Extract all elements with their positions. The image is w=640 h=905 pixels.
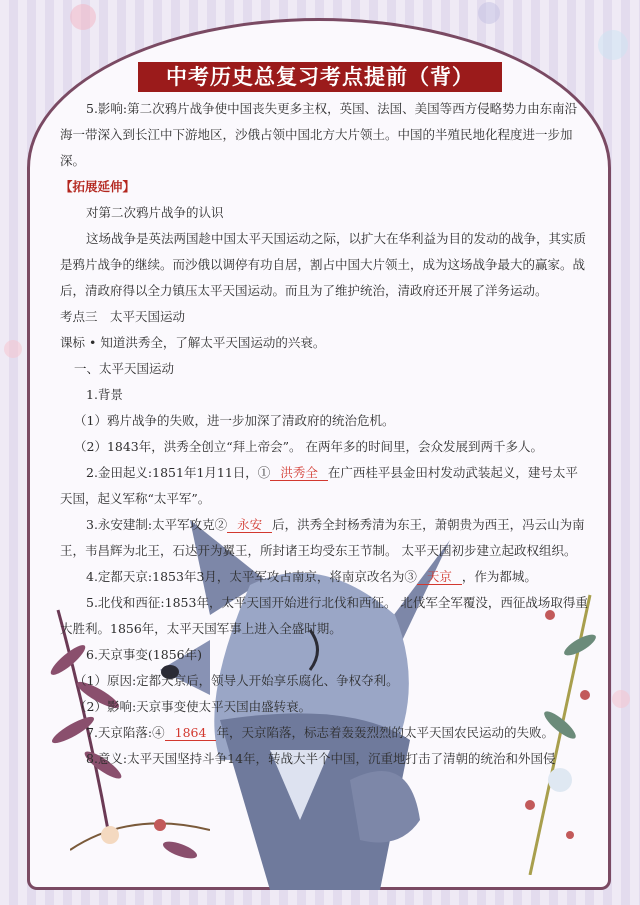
decor-dot (612, 690, 630, 708)
tianjing-capital (60, 564, 588, 590)
significance: 8.意义:太平天国坚持斗争14年，转战大半个中国，沉重地打击了清朝的统治和外国侵 (86, 751, 556, 766)
northern-western-expedition: 5.北伐和西征:1853年，太平天国开始进行北伐和西征。 北伐军全军覆没，西征战场取得重大胜利。1856年，太平天国军事上进入全盛时期。 (60, 595, 588, 636)
extension-title: 对第二次鸦片战争的认识 (86, 205, 224, 220)
jintian-answer: 洪秀全 (270, 465, 328, 481)
yongan-system (60, 512, 588, 564)
section-heading: 一、太平天国运动 (74, 361, 175, 376)
decor-dot (478, 2, 500, 24)
tianjing-incident: 6.天京事变(1856年) (86, 647, 202, 662)
paragraph-impact: 5.影响:第二次鸦片战争使中国丧失更多主权，英国、法国、美国等西方侵略势力由东南沿海一带深入到长江中下游地区，沙俄占领中国北方大片领土。中国的半殖民地化程度进一步加深。 (60, 101, 578, 168)
page-title: 中考历史总复习考点提前（背） (138, 62, 502, 92)
jintian-uprising (60, 460, 588, 512)
curriculum-standard: 课标 • 知道洪秀全，了解太平天国运动的兴衰。 (60, 335, 326, 350)
decor-dot (70, 4, 96, 30)
tianjing-text-b: ，作为都城。 (461, 569, 537, 584)
tianjing-answer: 天京 (417, 569, 462, 585)
kaodian-heading: 考点三 太平天国运动 (60, 309, 186, 324)
fall-answer: 1864 (165, 725, 217, 741)
jintian-text-a: 2.金田起义:1851年1月11日，① (86, 465, 271, 480)
background-item-2: （2）1843年，洪秀全创立“拜上帝会”。 在两年多的时间里，会众发展到两千多人。 (74, 439, 544, 454)
incident-cause: （1）原因:定都天京后，领导人开始享乐腐化、争权夺利。 (74, 673, 399, 688)
yongan-text-a: 3.永安建制:太平军攻克② (86, 517, 228, 532)
document-body (60, 96, 588, 772)
extension-body: 这场战争是英法两国趁中国太平天国运动之际，以扩大在华利益为目的发动的战争，其实质是鸦片战争的继续。而沙俄以调停有功自居，割占中国大片领土，成为这场战争最大的赢家。战后，清政府得以全力镇压太平天国运动。而且为了维护统治，清政府还开展了洋务运动。 (60, 231, 587, 298)
decor-dot (4, 340, 22, 358)
decor-dot (598, 30, 628, 60)
yongan-text-b: 后，洪秀全封杨秀清为东王，萧朝贵为西王，冯云山为南王，韦昌辉为北王，石达开为翼王，所封诸王均受东王节制。 太平天国初步建立起政权组织。 (60, 517, 585, 558)
flower-cluster-bottom (70, 790, 210, 890)
tianjing-text-a: 4.定都天京:1853年3月，太平军攻占南京，将南京改名为③ (86, 569, 417, 584)
incident-impact: （2）影响:天京事变使太平天国由盛转衰。 (74, 699, 312, 714)
extension-label: 【拓展延伸】 (60, 179, 136, 194)
jintian-text-b: 在广西桂平县金田村发动武装起义，建号太平天国，起义军称“太平军”。 (60, 465, 578, 506)
fall-text-a: 7.天京陷落:④ (86, 725, 165, 740)
fall-text-b: 年，天京陷落，标志着轰轰烈烈的太平天国农民运动的失败。 (216, 725, 554, 740)
background-item-1: （1）鸦片战争的失败，进一步加深了清政府的统治危机。 (74, 413, 395, 428)
subsection-background: 1.背景 (86, 387, 123, 402)
yongan-answer: 永安 (227, 517, 272, 533)
tianjing-fall (60, 720, 588, 746)
